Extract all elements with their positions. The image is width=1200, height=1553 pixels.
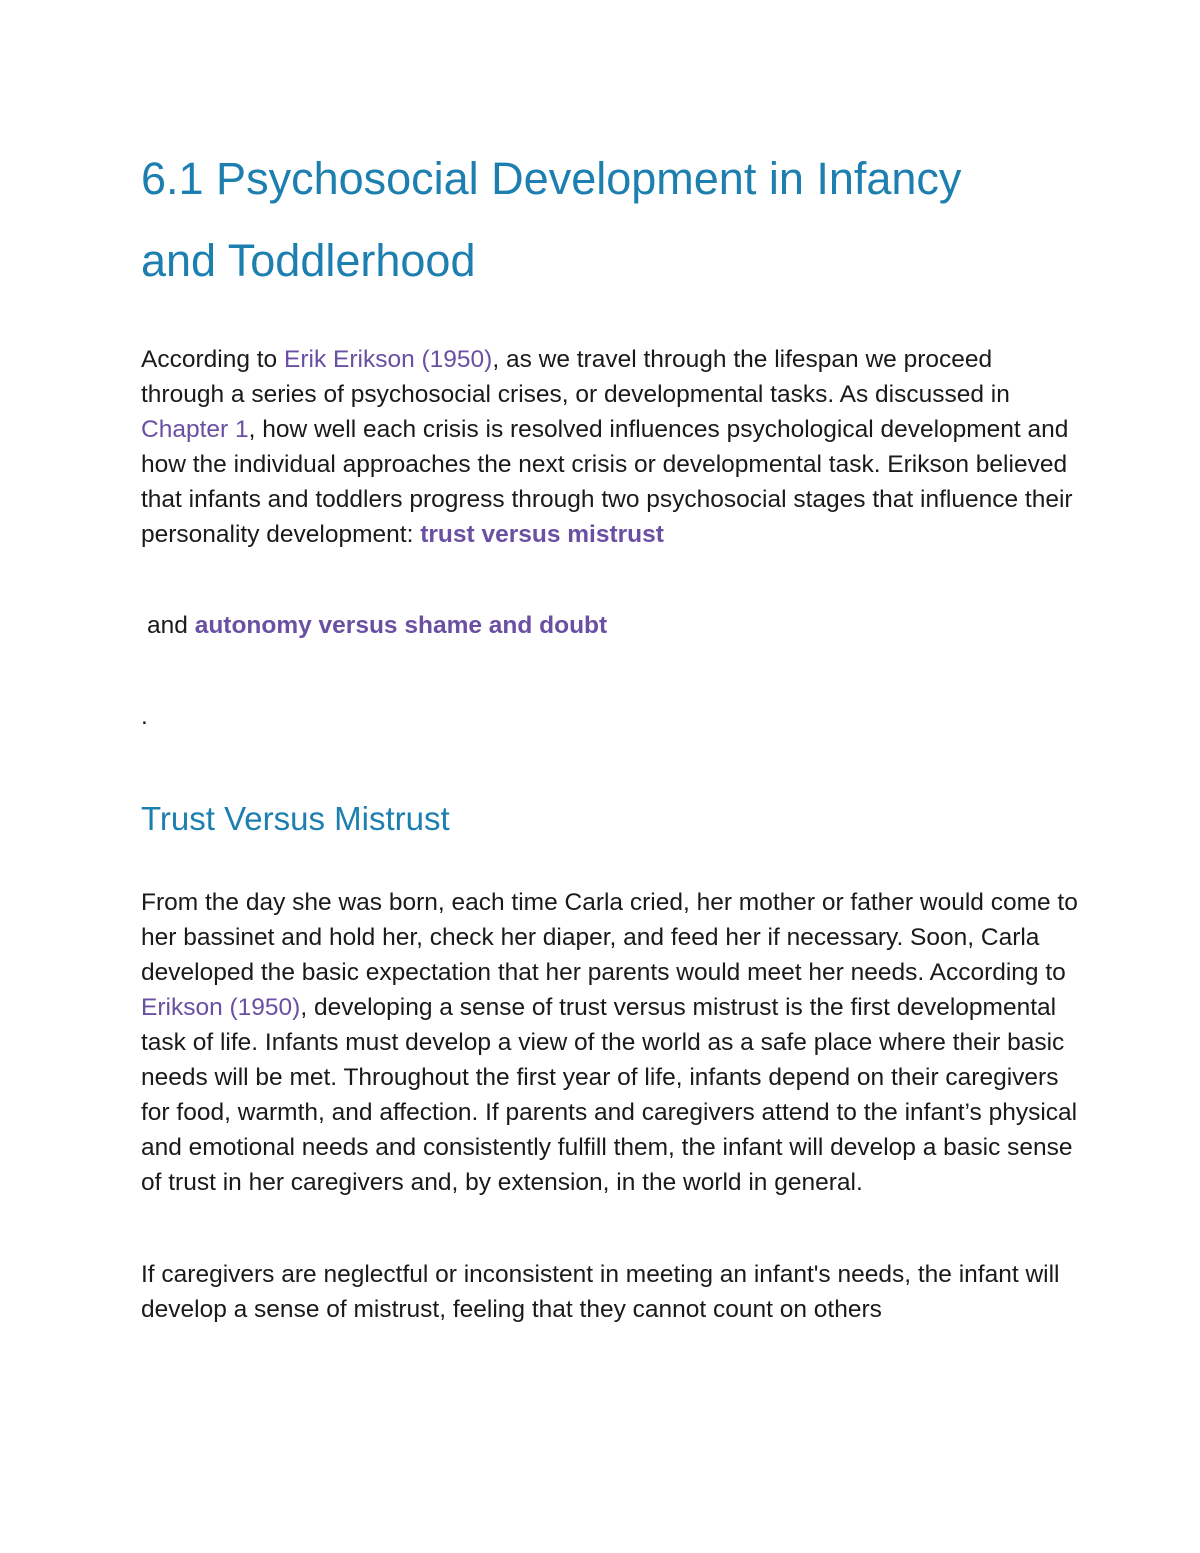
carla-text-1: From the day she was born, each time Carla cried, her mother or father would come to her bassinet and hold her, check her diaper, and feed her if necessary. Soon, Carla developed the basic expectation that her parents would meet her needs. According to: [141, 889, 1078, 986]
intro-text-1: According to: [141, 346, 284, 373]
erikson-link[interactable]: Erik Erikson (1950): [284, 346, 493, 373]
second-stage-paragraph: [141, 608, 1081, 643]
chapter-1-link[interactable]: Chapter 1: [141, 416, 249, 443]
autonomy-versus-shame-term[interactable]: autonomy versus shame and doubt: [194, 612, 608, 639]
page-title: [141, 138, 1081, 302]
section-heading: Trust Versus Mistrust: [141, 800, 450, 837]
carla-paragraph: [141, 885, 1081, 1200]
mistrust-paragraph: If caregivers are neglectful or inconsistent in meeting an infant's needs, the infant will develop a sense of mistrust, feeling that they cannot count on others: [141, 1261, 1060, 1323]
period-paragraph: .: [141, 703, 148, 730]
intro-paragraph: [141, 342, 1081, 552]
intro-text-3: , how well each crisis is resolved influences psychological development and how the individual approaches the next crisis or developmental task. Erikson believed that infants and toddlers progress through two psychosocial stages that influence their personality development:: [141, 416, 1073, 548]
document-content: [141, 138, 1081, 1327]
title-line-1: 6.1 Psychosocial Development in Infancy: [141, 153, 962, 204]
intro-text-2: , as we travel through the lifespan we proceed through a series of psychosocial crises, or developmental tasks. As discussed in: [141, 346, 1010, 408]
second-stage-text: and: [147, 612, 195, 639]
title-line-2: and Toddlerhood: [141, 235, 476, 286]
trust-versus-mistrust-term[interactable]: trust versus mistrust: [420, 521, 664, 548]
carla-text-2: , developing a sense of trust versus mistrust is the first developmental task of life. Infants must develop a view of the world as a safe place where their basic needs will be met. Throughout the first year of life, infants depend on their caregivers for food, warmth, and affection. If parents and caregivers attend to the infant’s physical and emotional needs and consistently fulfill them, the infant will develop a basic sense of trust in her caregivers and, by extension, in the world in general.: [141, 994, 1078, 1196]
erikson-1950-link[interactable]: Erikson (1950): [141, 994, 301, 1021]
